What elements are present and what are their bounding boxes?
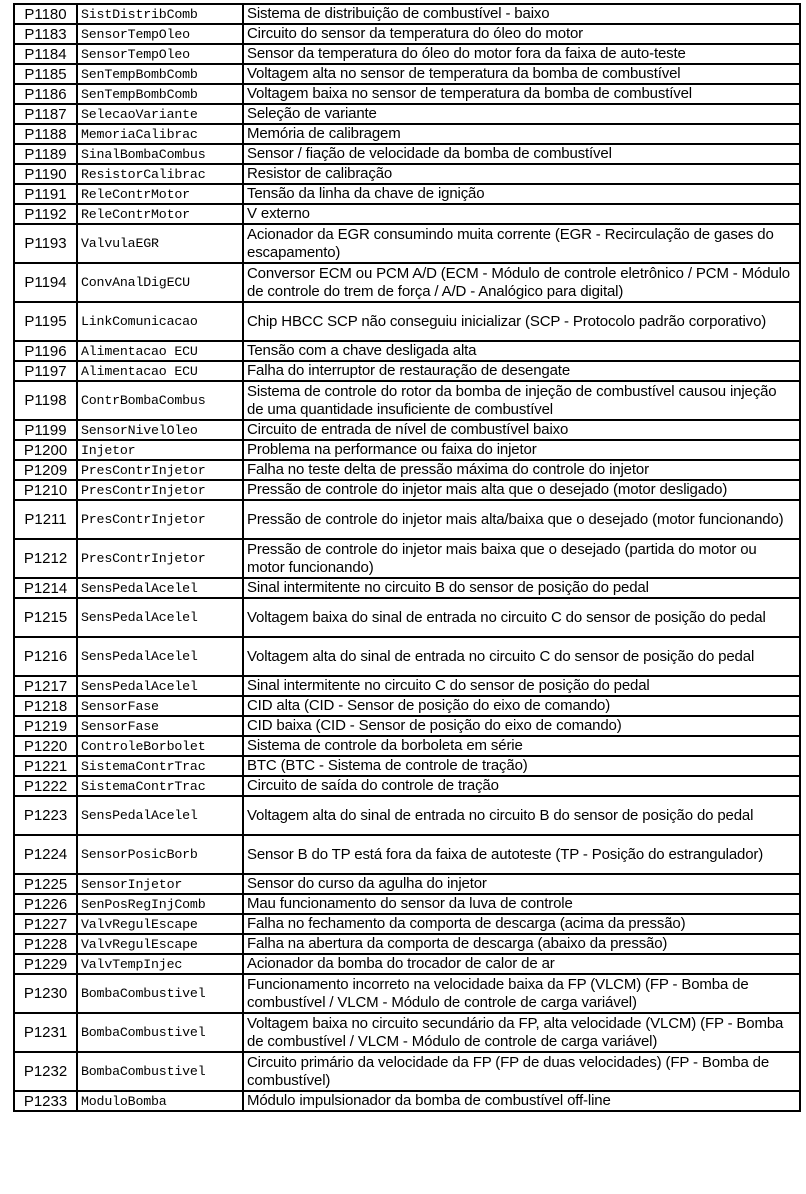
fault-code-cell: P1219: [14, 716, 77, 736]
fault-description-cell: Pressão de controle do injetor mais alta que o desejado (motor desligado): [243, 480, 800, 500]
fault-code-cell: P1194: [14, 263, 77, 302]
fault-description-cell: Sistema de controle do rotor da bomba de injeção de combustível causou injeção de uma quantidade insuficiente de combustível: [243, 381, 800, 420]
fault-code-cell: P1230: [14, 974, 77, 1013]
table-row: [14, 361, 800, 381]
fault-description-cell: Voltagem baixa do sinal de entrada no circuito C do sensor de posição do pedal: [243, 598, 800, 637]
component-name-cell: ConvAnalDigECU: [77, 263, 243, 302]
fault-code-cell: P1190: [14, 164, 77, 184]
component-name-cell: ValvTempInjec: [77, 954, 243, 974]
fault-description-cell: Voltagem baixa no sensor de temperatura da bomba de combustível: [243, 84, 800, 104]
fault-description-cell: Pressão de controle do injetor mais alta/baixa que o desejado (motor funcionando): [243, 500, 800, 539]
table-row: [14, 716, 800, 736]
table-row: [14, 736, 800, 756]
component-name-cell: SensPedalAcelel: [77, 637, 243, 676]
fault-code-cell: P1198: [14, 381, 77, 420]
table-row: [14, 480, 800, 500]
fault-code-cell: P1212: [14, 539, 77, 578]
fault-description-cell: Falha no teste delta de pressão máxima do controle do injetor: [243, 460, 800, 480]
table-row: [14, 224, 800, 263]
component-name-cell: ModuloBomba: [77, 1091, 243, 1111]
component-name-cell: PresContrInjetor: [77, 460, 243, 480]
component-name-cell: SensPedalAcelel: [77, 598, 243, 637]
fault-description-cell: Tensão da linha da chave de ignição: [243, 184, 800, 204]
table-row: [14, 164, 800, 184]
component-name-cell: SensorFase: [77, 696, 243, 716]
fault-code-cell: P1233: [14, 1091, 77, 1111]
fault-description-cell: Memória de calibragem: [243, 124, 800, 144]
component-name-cell: ResistorCalibrac: [77, 164, 243, 184]
fault-description-cell: Sensor B do TP está fora da faixa de autoteste (TP - Posição do estrangulador): [243, 835, 800, 874]
table-row: [14, 420, 800, 440]
fault-description-cell: Voltagem alta no sensor de temperatura da bomba de combustível: [243, 64, 800, 84]
fault-code-cell: P1224: [14, 835, 77, 874]
component-name-cell: PresContrInjetor: [77, 539, 243, 578]
fault-description-cell: Sinal intermitente no circuito C do sensor de posição do pedal: [243, 676, 800, 696]
fault-code-cell: P1200: [14, 440, 77, 460]
fault-code-cell: P1184: [14, 44, 77, 64]
component-name-cell: SensorFase: [77, 716, 243, 736]
table-row: [14, 144, 800, 164]
component-name-cell: ContrBombaCombus: [77, 381, 243, 420]
fault-code-cell: P1220: [14, 736, 77, 756]
fault-description-cell: Acionador da EGR consumindo muita corrente (EGR - Recirculação de gases do escapamento): [243, 224, 800, 263]
fault-description-cell: Conversor ECM ou PCM A/D (ECM - Módulo de controle eletrônico / PCM - Módulo de controle do trem de força / A/D - Analógico para digital): [243, 263, 800, 302]
component-name-cell: SensPedalAcelel: [77, 578, 243, 598]
fault-description-cell: Sistema de controle da borboleta em série: [243, 736, 800, 756]
fault-description-cell: Mau funcionamento do sensor da luva de controle: [243, 894, 800, 914]
fault-description-cell: Chip HBCC SCP não conseguiu inicializar (SCP - Protocolo padrão corporativo): [243, 302, 800, 341]
component-name-cell: SensorTempOleo: [77, 44, 243, 64]
fault-description-cell: Resistor de calibração: [243, 164, 800, 184]
table-row: [14, 914, 800, 934]
component-name-cell: PresContrInjetor: [77, 500, 243, 539]
fault-code-cell: P1187: [14, 104, 77, 124]
table-row: [14, 124, 800, 144]
fault-description-cell: Sensor da temperatura do óleo do motor fora da faixa de auto-teste: [243, 44, 800, 64]
fault-code-cell: P1229: [14, 954, 77, 974]
fault-description-cell: Circuito de saída do controle de tração: [243, 776, 800, 796]
component-name-cell: ValvulaEGR: [77, 224, 243, 263]
fault-code-cell: P1191: [14, 184, 77, 204]
component-name-cell: ReleContrMotor: [77, 184, 243, 204]
fault-description-cell: Problema na performance ou faixa do injetor: [243, 440, 800, 460]
table-row: [14, 874, 800, 894]
dtc-table-body: [14, 4, 800, 1111]
fault-code-cell: P1217: [14, 676, 77, 696]
component-name-cell: Injetor: [77, 440, 243, 460]
table-row: [14, 696, 800, 716]
table-row: [14, 1013, 800, 1052]
fault-description-cell: Módulo impulsionador da bomba de combustível off-line: [243, 1091, 800, 1111]
fault-description-cell: Pressão de controle do injetor mais baixa que o desejado (partida do motor ou motor funcionando): [243, 539, 800, 578]
table-row: [14, 598, 800, 637]
fault-code-cell: P1185: [14, 64, 77, 84]
fault-description-cell: Voltagem alta do sinal de entrada no circuito B do sensor de posição do pedal: [243, 796, 800, 835]
component-name-cell: Alimentacao ECU: [77, 361, 243, 381]
component-name-cell: BombaCombustivel: [77, 974, 243, 1013]
component-name-cell: SensorTempOleo: [77, 24, 243, 44]
component-name-cell: SinalBombaCombus: [77, 144, 243, 164]
component-name-cell: Alimentacao ECU: [77, 341, 243, 361]
fault-description-cell: Falha na abertura da comporta de descarga (abaixo da pressão): [243, 934, 800, 954]
table-row: [14, 539, 800, 578]
fault-code-cell: P1223: [14, 796, 77, 835]
table-row: [14, 756, 800, 776]
fault-code-cell: P1216: [14, 637, 77, 676]
table-row: [14, 776, 800, 796]
fault-description-cell: CID alta (CID - Sensor de posição do eixo de comando): [243, 696, 800, 716]
component-name-cell: SistDistribComb: [77, 4, 243, 24]
component-name-cell: SensorNivelOleo: [77, 420, 243, 440]
fault-code-cell: P1180: [14, 4, 77, 24]
fault-description-cell: Voltagem baixa no circuito secundário da FP, alta velocidade (VLCM) (FP - Bomba de combustível / VLCM - Módulo de controle de carga variável): [243, 1013, 800, 1052]
fault-description-cell: Circuito primário da velocidade da FP (FP de duas velocidades) (FP - Bomba de combustível): [243, 1052, 800, 1091]
table-row: [14, 934, 800, 954]
table-row: [14, 184, 800, 204]
table-row: [14, 500, 800, 539]
fault-code-cell: P1218: [14, 696, 77, 716]
table-row: [14, 637, 800, 676]
component-name-cell: SelecaoVariante: [77, 104, 243, 124]
component-name-cell: ValvRegulEscape: [77, 914, 243, 934]
table-row: [14, 440, 800, 460]
fault-description-cell: Sensor / fiação de velocidade da bomba de combustível: [243, 144, 800, 164]
fault-code-cell: P1186: [14, 84, 77, 104]
fault-description-cell: Funcionamento incorreto na velocidade baixa da FP (VLCM) (FP - Bomba de combustível / VLCM - Módulo de controle de carga variável): [243, 974, 800, 1013]
fault-code-cell: P1210: [14, 480, 77, 500]
table-row: [14, 974, 800, 1013]
component-name-cell: SenTempBombComb: [77, 84, 243, 104]
component-name-cell: ReleContrMotor: [77, 204, 243, 224]
fault-description-cell: Seleção de variante: [243, 104, 800, 124]
component-name-cell: SistemaContrTrac: [77, 756, 243, 776]
table-row: [14, 204, 800, 224]
fault-code-cell: P1214: [14, 578, 77, 598]
table-row: [14, 64, 800, 84]
table-row: [14, 44, 800, 64]
table-row: [14, 4, 800, 24]
component-name-cell: ValvRegulEscape: [77, 934, 243, 954]
table-row: [14, 302, 800, 341]
fault-code-cell: P1222: [14, 776, 77, 796]
fault-code-cell: P1197: [14, 361, 77, 381]
fault-description-cell: Circuito de entrada de nível de combustível baixo: [243, 420, 800, 440]
fault-code-cell: P1232: [14, 1052, 77, 1091]
fault-code-cell: P1215: [14, 598, 77, 637]
component-name-cell: LinkComunicacao: [77, 302, 243, 341]
fault-description-cell: Falha do interruptor de restauração de desengate: [243, 361, 800, 381]
fault-code-cell: P1193: [14, 224, 77, 263]
fault-description-cell: Circuito do sensor da temperatura do óleo do motor: [243, 24, 800, 44]
table-row: [14, 796, 800, 835]
component-name-cell: SensorInjetor: [77, 874, 243, 894]
fault-code-cell: P1228: [14, 934, 77, 954]
fault-description-cell: Acionador da bomba do trocador de calor de ar: [243, 954, 800, 974]
fault-code-cell: P1196: [14, 341, 77, 361]
component-name-cell: BombaCombustivel: [77, 1013, 243, 1052]
fault-description-cell: V externo: [243, 204, 800, 224]
component-name-cell: SensPedalAcelel: [77, 796, 243, 835]
fault-description-cell: Sistema de distribuição de combustível - baixo: [243, 4, 800, 24]
fault-code-cell: P1192: [14, 204, 77, 224]
fault-description-cell: BTC (BTC - Sistema de controle de tração): [243, 756, 800, 776]
fault-description-cell: CID baixa (CID - Sensor de posição do eixo de comando): [243, 716, 800, 736]
component-name-cell: SensorPosicBorb: [77, 835, 243, 874]
component-name-cell: ControleBorbolet: [77, 736, 243, 756]
table-row: [14, 676, 800, 696]
fault-code-cell: P1188: [14, 124, 77, 144]
fault-description-cell: Falha no fechamento da comporta de descarga (acima da pressão): [243, 914, 800, 934]
component-name-cell: SensPedalAcelel: [77, 676, 243, 696]
fault-description-cell: Sinal intermitente no circuito B do sensor de posição do pedal: [243, 578, 800, 598]
table-row: [14, 104, 800, 124]
dtc-code-table: [13, 3, 801, 1112]
table-row: [14, 954, 800, 974]
fault-code-cell: P1227: [14, 914, 77, 934]
table-row: [14, 1091, 800, 1111]
component-name-cell: SistemaContrTrac: [77, 776, 243, 796]
table-row: [14, 381, 800, 420]
fault-description-cell: Sensor do curso da agulha do injetor: [243, 874, 800, 894]
table-row: [14, 263, 800, 302]
fault-code-cell: P1183: [14, 24, 77, 44]
table-row: [14, 84, 800, 104]
fault-description-cell: Voltagem alta do sinal de entrada no circuito C do sensor de posição do pedal: [243, 637, 800, 676]
fault-code-cell: P1189: [14, 144, 77, 164]
table-row: [14, 1052, 800, 1091]
table-row: [14, 578, 800, 598]
fault-code-cell: P1209: [14, 460, 77, 480]
component-name-cell: MemoriaCalibrac: [77, 124, 243, 144]
fault-code-cell: P1226: [14, 894, 77, 914]
component-name-cell: BombaCombustivel: [77, 1052, 243, 1091]
table-row: [14, 341, 800, 361]
table-row: [14, 894, 800, 914]
fault-code-cell: P1211: [14, 500, 77, 539]
fault-description-cell: Tensão com a chave desligada alta: [243, 341, 800, 361]
fault-code-cell: P1225: [14, 874, 77, 894]
table-row: [14, 24, 800, 44]
component-name-cell: PresContrInjetor: [77, 480, 243, 500]
component-name-cell: SenPosRegInjComb: [77, 894, 243, 914]
table-row: [14, 835, 800, 874]
fault-code-cell: P1221: [14, 756, 77, 776]
fault-code-cell: P1231: [14, 1013, 77, 1052]
fault-code-cell: P1195: [14, 302, 77, 341]
component-name-cell: SenTempBombComb: [77, 64, 243, 84]
fault-code-cell: P1199: [14, 420, 77, 440]
table-row: [14, 460, 800, 480]
